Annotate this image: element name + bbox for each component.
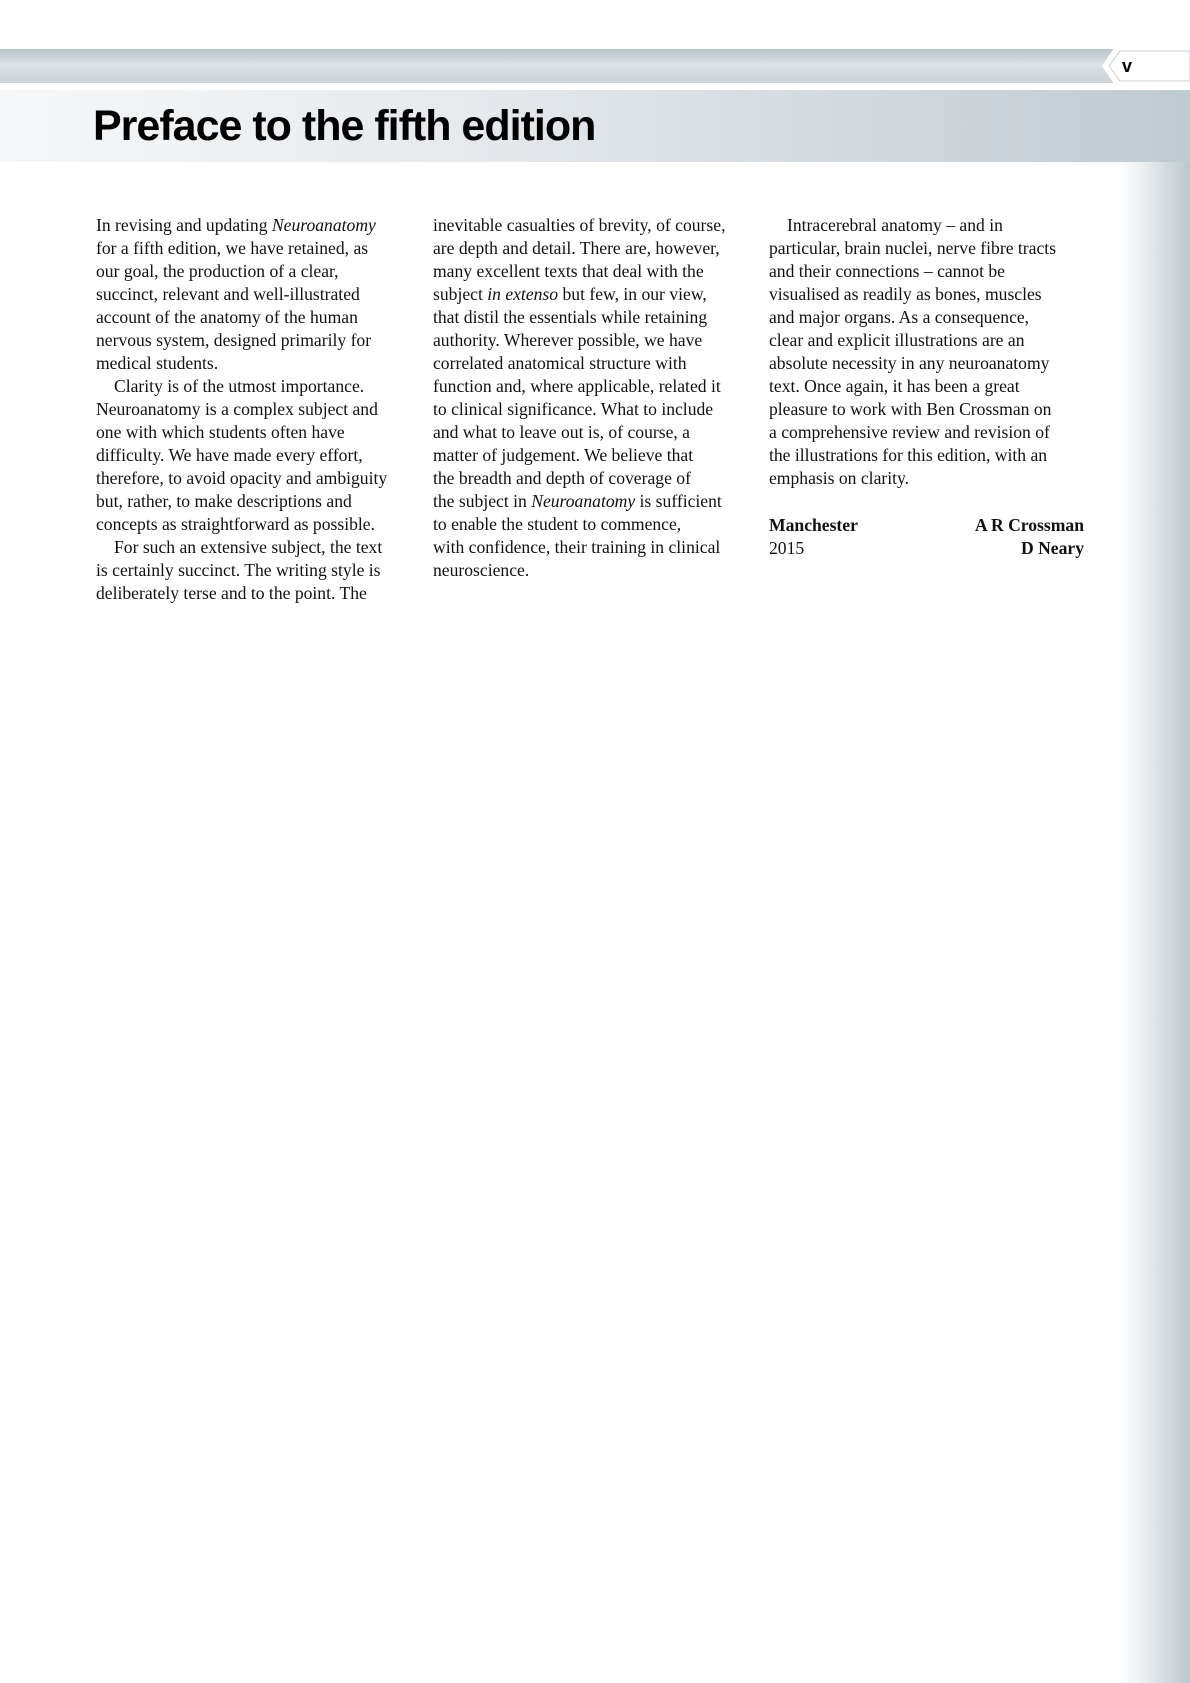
text-line: succinct, relevant and well-illustrated (96, 284, 360, 304)
text-line: therefore, to avoid opacity and ambiguity (96, 468, 388, 488)
text-line: for a fifth edition, we have retained, as (96, 238, 369, 258)
text-line: that distil the essentials while retaining (433, 307, 708, 327)
page-number: v (1121, 56, 1132, 76)
text-line: and their connections – cannot be (769, 261, 1005, 281)
text-line: deliberately terse and to the point. The (96, 583, 367, 603)
text-line: authority. Wherever possible, we have (433, 330, 703, 350)
text-line: For such an extensive subject, the text (114, 537, 383, 557)
text-column-3 (769, 214, 1087, 490)
text-line: the breadth and depth of coverage of (433, 468, 691, 488)
signature-author-2: D Neary (1020, 538, 1084, 558)
latin-phrase-italic: in extenso (487, 284, 559, 304)
page-title: Preface to the fifth edition (93, 102, 596, 150)
text-line: and major organs. As a consequence, (769, 307, 1030, 327)
text-line: function and, where applicable, related it (433, 376, 721, 396)
header-band (0, 49, 1190, 83)
text-line: a comprehensive review and revision of (769, 422, 1050, 442)
text-line: correlated anatomical structure with (433, 353, 687, 373)
text-line: but, rather, to make descriptions and (96, 491, 352, 511)
text-line: the illustrations for this edition, with an (769, 445, 1048, 465)
text-column-2 (433, 214, 751, 582)
text-line: account of the anatomy of the human (96, 307, 358, 327)
signature-block (769, 514, 1084, 560)
text-line: clear and explicit illustrations are an (769, 330, 1025, 350)
signature-row (769, 537, 1084, 560)
page-edge-shading (1118, 162, 1190, 1683)
text-line: concepts as straightforward as possible. (96, 514, 375, 534)
text-line: the subject in Neuroanatomy is sufficient (433, 491, 722, 511)
text-line: absolute necessity in any neuroanatomy (769, 353, 1050, 373)
text-line: is certainly succinct. The writing style is (96, 560, 381, 580)
signature-row (769, 514, 1084, 537)
text-line: visualised as readily as bones, muscles (769, 284, 1042, 304)
text-line: neuroscience. (433, 560, 530, 580)
text-line: one with which students often have (96, 422, 345, 442)
text-line: Intracerebral anatomy – and in (787, 215, 1003, 235)
signature-year: 2015 (769, 538, 805, 558)
text-line: medical students. (96, 353, 219, 373)
text-line: Neuroanatomy is a complex subject and (96, 399, 378, 419)
text-line: difficulty. We have made every effort, (96, 445, 363, 465)
text-line: matter of judgement. We believe that (433, 445, 694, 465)
text-line: nervous system, designed primarily for (96, 330, 372, 350)
text-line: Clarity is of the utmost importance. (114, 376, 365, 396)
text-line: to clinical significance. What to include (433, 399, 714, 419)
text-line: emphasis on clarity. (769, 468, 910, 488)
text-line: with confidence, their training in clinical (433, 537, 721, 557)
text-line: our goal, the production of a clear, (96, 261, 339, 281)
text-line: particular, brain nuclei, nerve fibre tracts (769, 238, 1057, 258)
text-line: to enable the student to commence, (433, 514, 682, 534)
text-line: many excellent texts that deal with the (433, 261, 704, 281)
text-line: are depth and detail. There are, however, (433, 238, 720, 258)
text-line: subject in extenso but few, in our view, (433, 284, 707, 304)
text-column-1 (96, 214, 414, 605)
signature-author-1: A R Crossman (974, 515, 1084, 535)
text-line: and what to leave out is, of course, a (433, 422, 690, 442)
text-line: pleasure to work with Ben Crossman on (769, 399, 1052, 419)
book-title-italic: Neuroanatomy (531, 491, 636, 511)
book-title-italic: Neuroanatomy (271, 215, 376, 235)
text-line: In revising and updating Neuroanatomy (96, 215, 376, 235)
text-line: text. Once again, it has been a great (769, 376, 1020, 396)
signature-place: Manchester (769, 515, 858, 535)
text-line: inevitable casualties of brevity, of course, (433, 215, 726, 235)
